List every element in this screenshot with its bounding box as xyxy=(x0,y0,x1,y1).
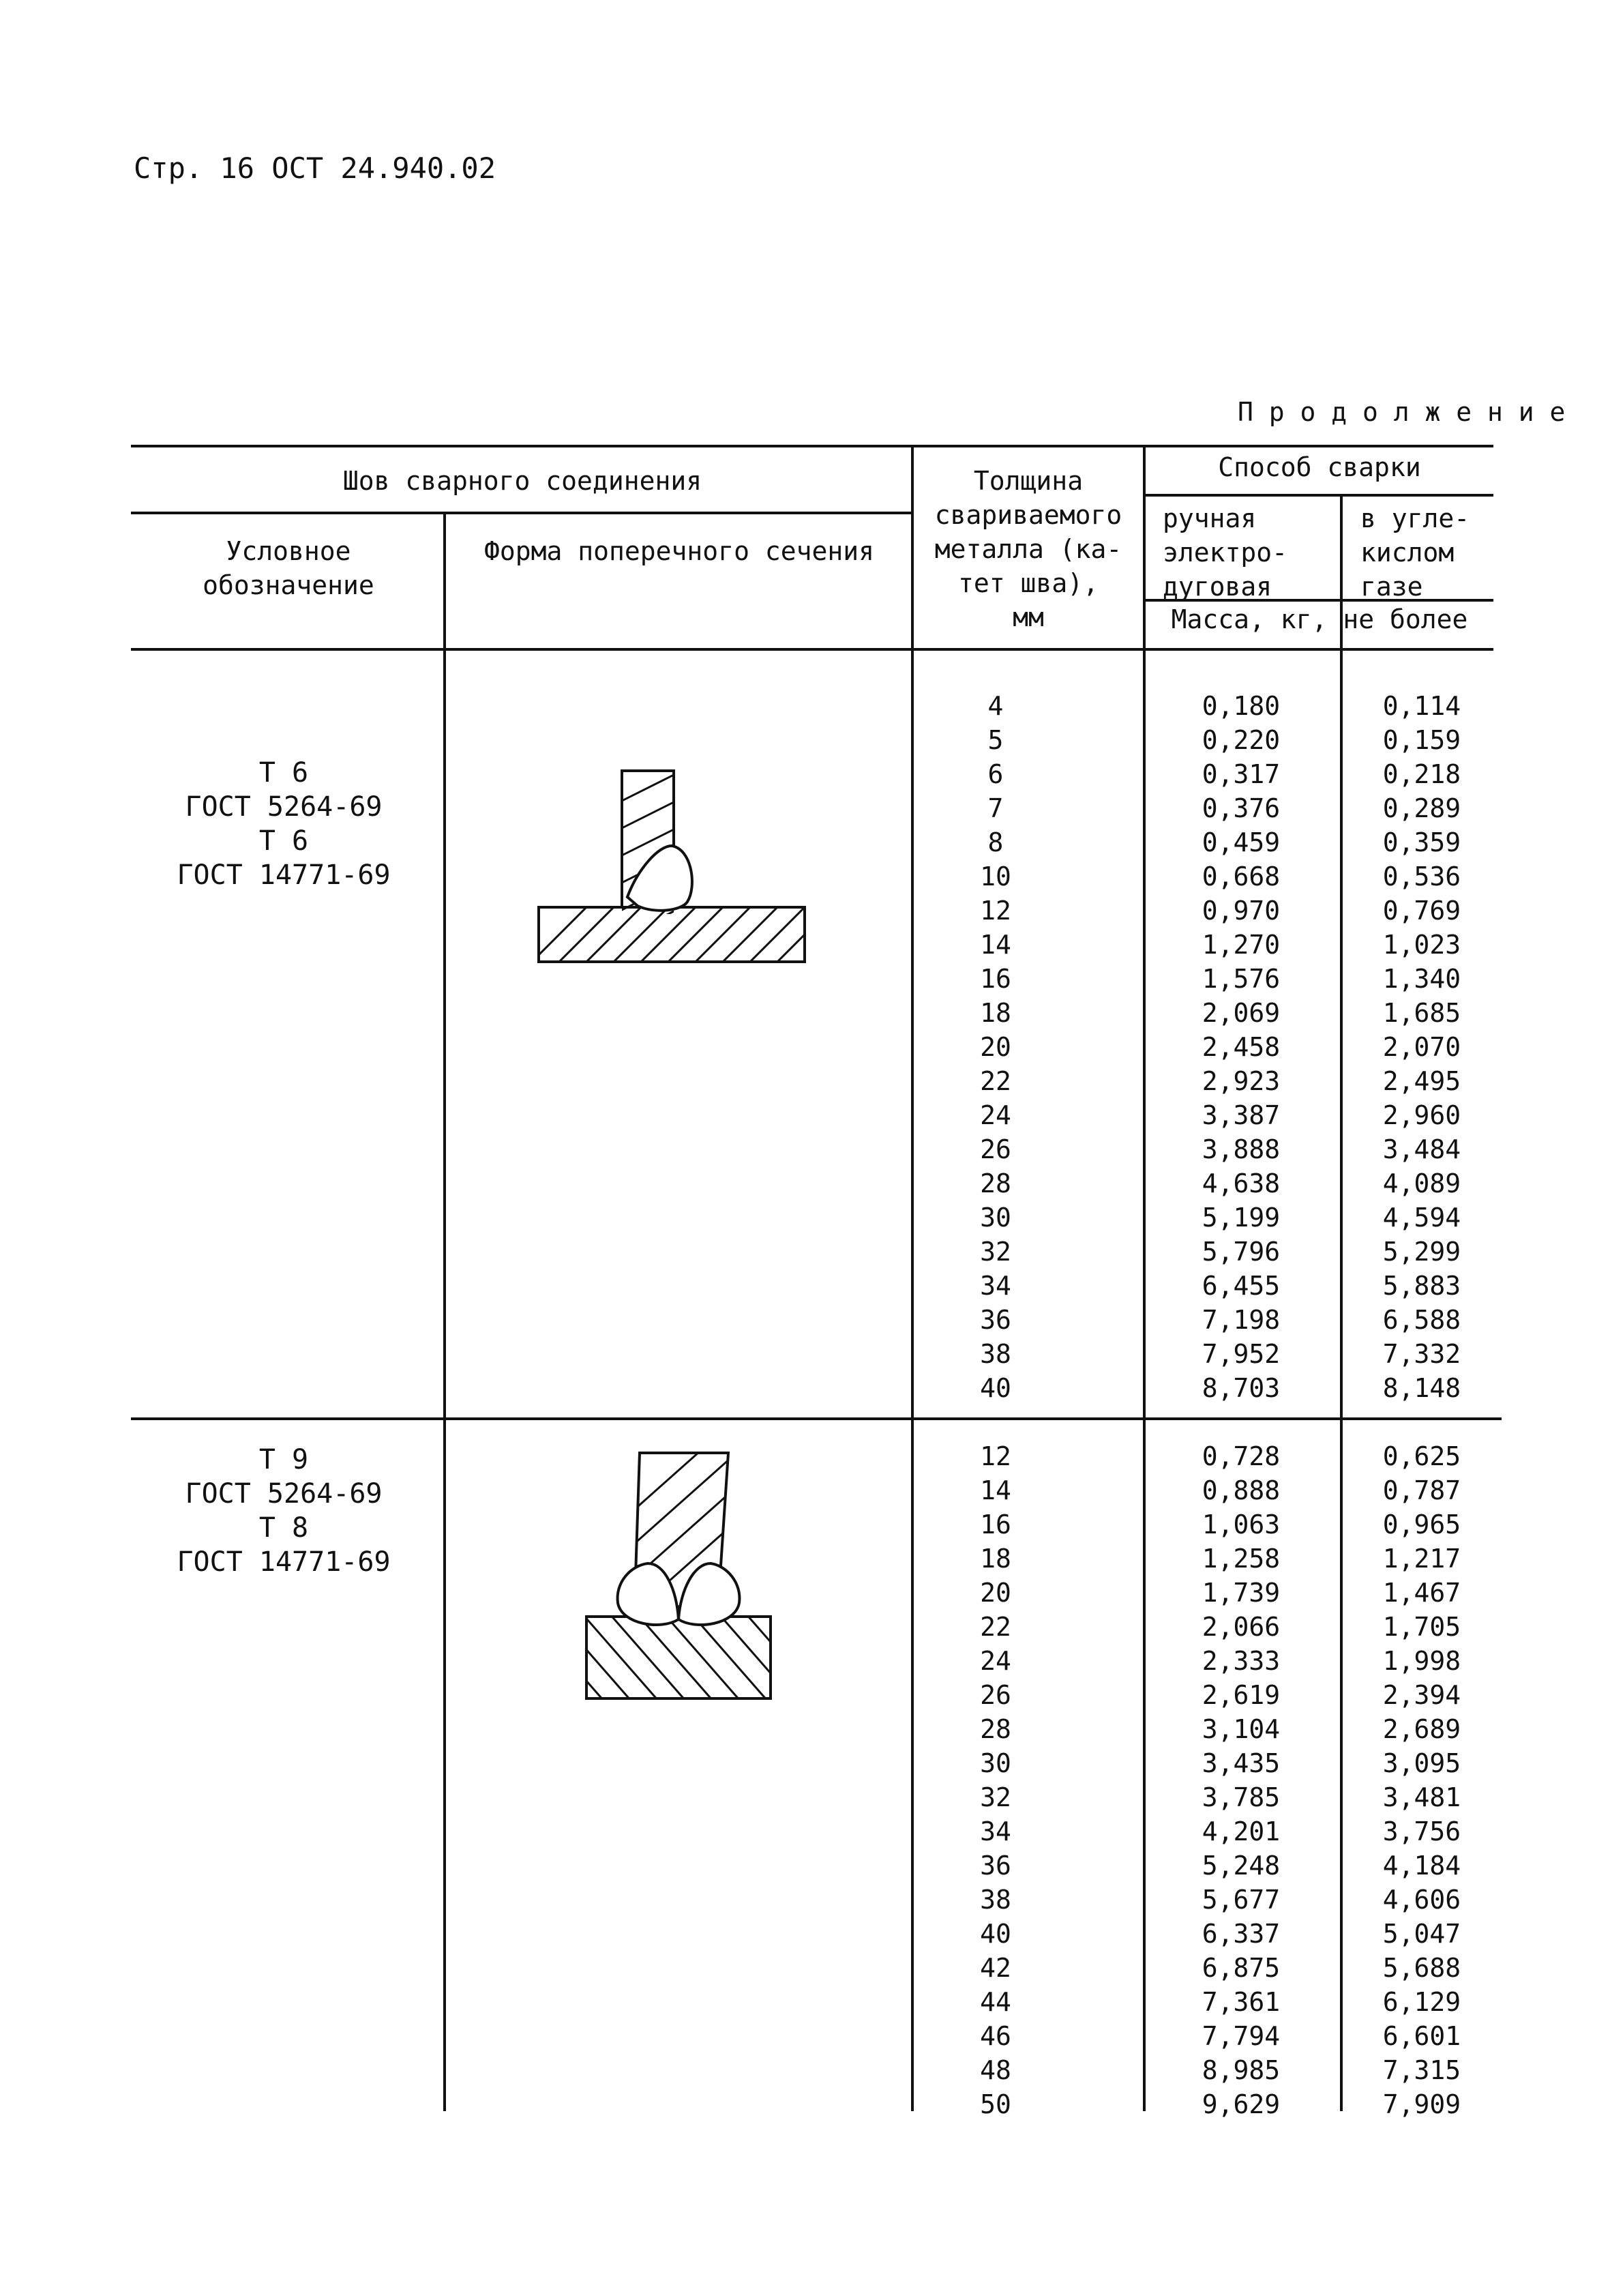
thickness-cell: 30 xyxy=(980,1748,1011,1778)
co2-mass-cell: 0,159 xyxy=(1382,725,1461,755)
col-divider-designation xyxy=(443,512,446,2111)
manual-mass-cell: 2,458 xyxy=(1202,1032,1281,1062)
thickness-header-line: Толщина xyxy=(973,466,1084,496)
co2-mass-cell: 7,332 xyxy=(1382,1339,1461,1369)
section-2-designation xyxy=(134,1443,434,1579)
manual-header-line: дуговая xyxy=(1163,572,1272,602)
co2-mass-cell: 1,217 xyxy=(1382,1544,1461,1574)
co2-mass-cell: 0,536 xyxy=(1382,862,1461,892)
co2-mass-cell: 1,023 xyxy=(1382,930,1461,960)
manual-mass-cell: 2,069 xyxy=(1202,998,1281,1028)
thickness-cell: 30 xyxy=(980,1203,1011,1233)
manual-mass-cell: 0,220 xyxy=(1202,725,1281,755)
manual-mass-cell: 3,104 xyxy=(1202,1714,1281,1744)
co2-mass-cell: 7,315 xyxy=(1382,2055,1461,2085)
thickness-cell: 26 xyxy=(980,1680,1011,1710)
co2-mass-cell: 5,688 xyxy=(1382,1953,1461,1983)
thickness-cell: 4 xyxy=(987,691,1004,721)
section-2-co2-column xyxy=(1347,1439,1497,2121)
thickness-cell: 5 xyxy=(987,725,1004,755)
manual-mass-cell: 4,638 xyxy=(1202,1168,1281,1198)
thickness-cell: 28 xyxy=(980,1714,1011,1744)
co2-mass-cell: 0,289 xyxy=(1382,793,1461,823)
section-1-co2-column xyxy=(1347,689,1497,1405)
manual-mass-cell: 6,455 xyxy=(1202,1271,1281,1301)
thickness-cell: 40 xyxy=(980,1919,1011,1949)
designation-line: Т 8 xyxy=(258,1512,309,1544)
manual-mass-cell: 2,619 xyxy=(1202,1680,1281,1710)
thickness-cell: 16 xyxy=(980,964,1011,994)
co2-mass-cell: 0,787 xyxy=(1382,1475,1461,1505)
method-header-rule xyxy=(1144,494,1493,497)
co2-mass-cell: 0,114 xyxy=(1382,691,1461,721)
co2-mass-cell: 1,685 xyxy=(1382,998,1461,1028)
manual-mass-cell: 1,739 xyxy=(1202,1578,1281,1608)
manual-mass-cell: 3,387 xyxy=(1202,1100,1281,1130)
co2-header xyxy=(1360,501,1470,604)
manual-mass-cell: 3,785 xyxy=(1202,1782,1281,1812)
thickness-cell: 32 xyxy=(980,1782,1011,1812)
manual-mass-cell: 2,923 xyxy=(1202,1066,1281,1096)
thickness-cell: 34 xyxy=(980,1816,1011,1846)
continuation-label: П р о д о л ж е н и е xyxy=(1238,397,1566,427)
thickness-cell: 6 xyxy=(987,759,1004,789)
designation-line: Т 6 xyxy=(258,757,309,789)
manual-header xyxy=(1163,501,1287,604)
col-divider-manual xyxy=(1340,494,1343,2111)
thickness-cell: 22 xyxy=(980,1066,1011,1096)
mass-header: Масса, кг, не более xyxy=(1171,604,1468,634)
co2-header-line: кислом xyxy=(1360,538,1455,568)
co2-mass-cell: 3,484 xyxy=(1382,1134,1461,1164)
col-divider-thickness xyxy=(1143,445,1146,2111)
co2-mass-cell: 5,883 xyxy=(1382,1271,1461,1301)
designation-header xyxy=(134,534,443,602)
manual-header-line: ручная xyxy=(1163,503,1257,533)
thickness-cell: 34 xyxy=(980,1271,1011,1301)
thickness-header-line: тет шва), xyxy=(958,568,1099,598)
table-top-rule xyxy=(131,445,1493,447)
seam-header-rule xyxy=(131,512,912,514)
manual-mass-cell: 2,333 xyxy=(1202,1646,1281,1676)
manual-mass-cell: 7,198 xyxy=(1202,1305,1281,1335)
co2-mass-cell: 4,089 xyxy=(1382,1168,1461,1198)
thickness-cell: 12 xyxy=(980,1441,1011,1471)
co2-mass-cell: 5,299 xyxy=(1382,1237,1461,1267)
thickness-cell: 46 xyxy=(980,2021,1011,2051)
manual-mass-cell: 3,435 xyxy=(1202,1748,1281,1778)
manual-mass-cell: 6,337 xyxy=(1202,1919,1281,1949)
designation-line: ГОСТ 5264-69 xyxy=(185,791,383,823)
manual-mass-cell: 1,063 xyxy=(1202,1510,1281,1540)
manual-mass-cell: 0,317 xyxy=(1202,759,1281,789)
co2-header-line: газе xyxy=(1360,572,1423,602)
seam-header: Шов сварного соединения xyxy=(342,466,702,496)
header-bottom-rule xyxy=(131,648,1493,651)
co2-mass-cell: 6,588 xyxy=(1382,1305,1461,1335)
manual-mass-cell: 8,703 xyxy=(1202,1373,1281,1403)
thickness-cell: 44 xyxy=(980,1987,1011,2017)
manual-mass-cell: 4,201 xyxy=(1202,1816,1281,1846)
co2-mass-cell: 4,606 xyxy=(1382,1885,1461,1915)
co2-mass-cell: 2,495 xyxy=(1382,1066,1461,1096)
thickness-cell: 42 xyxy=(980,1953,1011,1983)
thickness-cell: 26 xyxy=(980,1134,1011,1164)
co2-mass-cell: 1,340 xyxy=(1382,964,1461,994)
thickness-cell: 14 xyxy=(980,1475,1011,1505)
co2-mass-cell: 2,070 xyxy=(1382,1032,1461,1062)
manual-mass-cell: 5,248 xyxy=(1202,1851,1281,1881)
section-1-thickness-column xyxy=(914,689,1077,1405)
thickness-header xyxy=(914,464,1143,634)
manual-mass-cell: 8,985 xyxy=(1202,2055,1281,2085)
thickness-cell: 50 xyxy=(980,2089,1011,2119)
section-divider xyxy=(131,1417,1502,1420)
co2-mass-cell: 2,689 xyxy=(1382,1714,1461,1744)
manual-mass-cell: 9,629 xyxy=(1202,2089,1281,2119)
thickness-cell: 8 xyxy=(987,827,1004,857)
thickness-cell: 24 xyxy=(980,1646,1011,1676)
thickness-header-line: свариваемого xyxy=(934,500,1122,530)
manual-mass-cell: 0,728 xyxy=(1202,1441,1281,1471)
section-2-thickness-column xyxy=(914,1439,1077,2121)
thickness-cell: 16 xyxy=(980,1510,1011,1540)
co2-mass-cell: 4,594 xyxy=(1382,1203,1461,1233)
thickness-cell: 12 xyxy=(980,896,1011,926)
section-1-manual-column xyxy=(1159,689,1323,1405)
section-1-cross-section-drawing xyxy=(518,744,832,989)
co2-mass-cell: 3,095 xyxy=(1382,1748,1461,1778)
section-1-designation xyxy=(134,756,434,892)
section-2-cross-section-drawing xyxy=(559,1446,784,1705)
thickness-header-line: металла (ка- xyxy=(934,534,1122,564)
manual-header-line: электро- xyxy=(1163,538,1288,568)
manual-mass-cell: 7,952 xyxy=(1202,1339,1281,1369)
page-header: Стр. 16 ОСТ 24.940.02 xyxy=(134,151,496,185)
thickness-cell: 36 xyxy=(980,1851,1011,1881)
manual-mass-cell: 2,066 xyxy=(1202,1612,1281,1642)
designation-line: ГОСТ 14771-69 xyxy=(177,1546,391,1578)
manual-mass-cell: 0,459 xyxy=(1202,827,1281,857)
manual-mass-cell: 5,796 xyxy=(1202,1237,1281,1267)
manual-mass-cell: 5,677 xyxy=(1202,1885,1281,1915)
thickness-cell: 32 xyxy=(980,1237,1011,1267)
co2-mass-cell: 1,998 xyxy=(1382,1646,1461,1676)
co2-mass-cell: 2,960 xyxy=(1382,1100,1461,1130)
co2-mass-cell: 1,705 xyxy=(1382,1612,1461,1642)
co2-mass-cell: 8,148 xyxy=(1382,1373,1461,1403)
manual-mass-cell: 0,970 xyxy=(1202,896,1281,926)
co2-mass-cell: 7,909 xyxy=(1382,2089,1461,2119)
co2-mass-cell: 5,047 xyxy=(1382,1919,1461,1949)
thickness-cell: 40 xyxy=(980,1373,1011,1403)
designation-line: Т 6 xyxy=(258,825,309,857)
welding-method-header: Способ сварки xyxy=(1218,452,1421,482)
thickness-cell: 36 xyxy=(980,1305,1011,1335)
cross-section-header: Форма поперечного сечения xyxy=(484,536,874,566)
manual-mass-cell: 0,668 xyxy=(1202,862,1281,892)
co2-mass-cell: 6,601 xyxy=(1382,2021,1461,2051)
section-2-manual-column xyxy=(1159,1439,1323,2121)
thickness-cell: 10 xyxy=(980,862,1011,892)
thickness-cell: 7 xyxy=(987,793,1004,823)
co2-mass-cell: 3,481 xyxy=(1382,1782,1461,1812)
co2-mass-cell: 1,467 xyxy=(1382,1578,1461,1608)
designation-line: ГОСТ 14771-69 xyxy=(177,859,391,891)
manual-mass-cell: 1,258 xyxy=(1202,1544,1281,1574)
thickness-cell: 24 xyxy=(980,1100,1011,1130)
manual-mass-cell: 0,888 xyxy=(1202,1475,1281,1505)
co2-mass-cell: 6,129 xyxy=(1382,1987,1461,2017)
co2-mass-cell: 0,965 xyxy=(1382,1510,1461,1540)
manual-mass-cell: 7,361 xyxy=(1202,1987,1281,2017)
thickness-cell: 28 xyxy=(980,1168,1011,1198)
thickness-cell: 20 xyxy=(980,1578,1011,1608)
thickness-cell: 48 xyxy=(980,2055,1011,2085)
co2-mass-cell: 0,769 xyxy=(1382,896,1461,926)
manual-mass-cell: 6,875 xyxy=(1202,1953,1281,1983)
co2-mass-cell: 0,625 xyxy=(1382,1441,1461,1471)
manual-mass-cell: 0,376 xyxy=(1202,793,1281,823)
co2-mass-cell: 3,756 xyxy=(1382,1816,1461,1846)
manual-mass-cell: 3,888 xyxy=(1202,1134,1281,1164)
manual-mass-cell: 0,180 xyxy=(1202,691,1281,721)
co2-mass-cell: 0,218 xyxy=(1382,759,1461,789)
thickness-cell: 38 xyxy=(980,1885,1011,1915)
thickness-cell: 22 xyxy=(980,1612,1011,1642)
manual-mass-cell: 1,270 xyxy=(1202,930,1281,960)
thickness-cell: 20 xyxy=(980,1032,1011,1062)
designation-line: ГОСТ 5264-69 xyxy=(185,1478,383,1510)
co2-mass-cell: 0,359 xyxy=(1382,827,1461,857)
manual-mass-cell: 5,199 xyxy=(1202,1203,1281,1233)
thickness-cell: 38 xyxy=(980,1339,1011,1369)
co2-header-line: в угле- xyxy=(1360,503,1470,533)
designation-header-line: обозначение xyxy=(203,570,374,600)
co2-mass-cell: 4,184 xyxy=(1382,1851,1461,1881)
thickness-header-line: мм xyxy=(1013,602,1044,632)
manual-mass-cell: 7,794 xyxy=(1202,2021,1281,2051)
manual-mass-cell: 1,576 xyxy=(1202,964,1281,994)
designation-header-line: Условное xyxy=(226,536,351,566)
thickness-cell: 18 xyxy=(980,998,1011,1028)
thickness-cell: 14 xyxy=(980,930,1011,960)
designation-line: Т 9 xyxy=(258,1444,309,1475)
co2-mass-cell: 2,394 xyxy=(1382,1680,1461,1710)
thickness-cell: 18 xyxy=(980,1544,1011,1574)
